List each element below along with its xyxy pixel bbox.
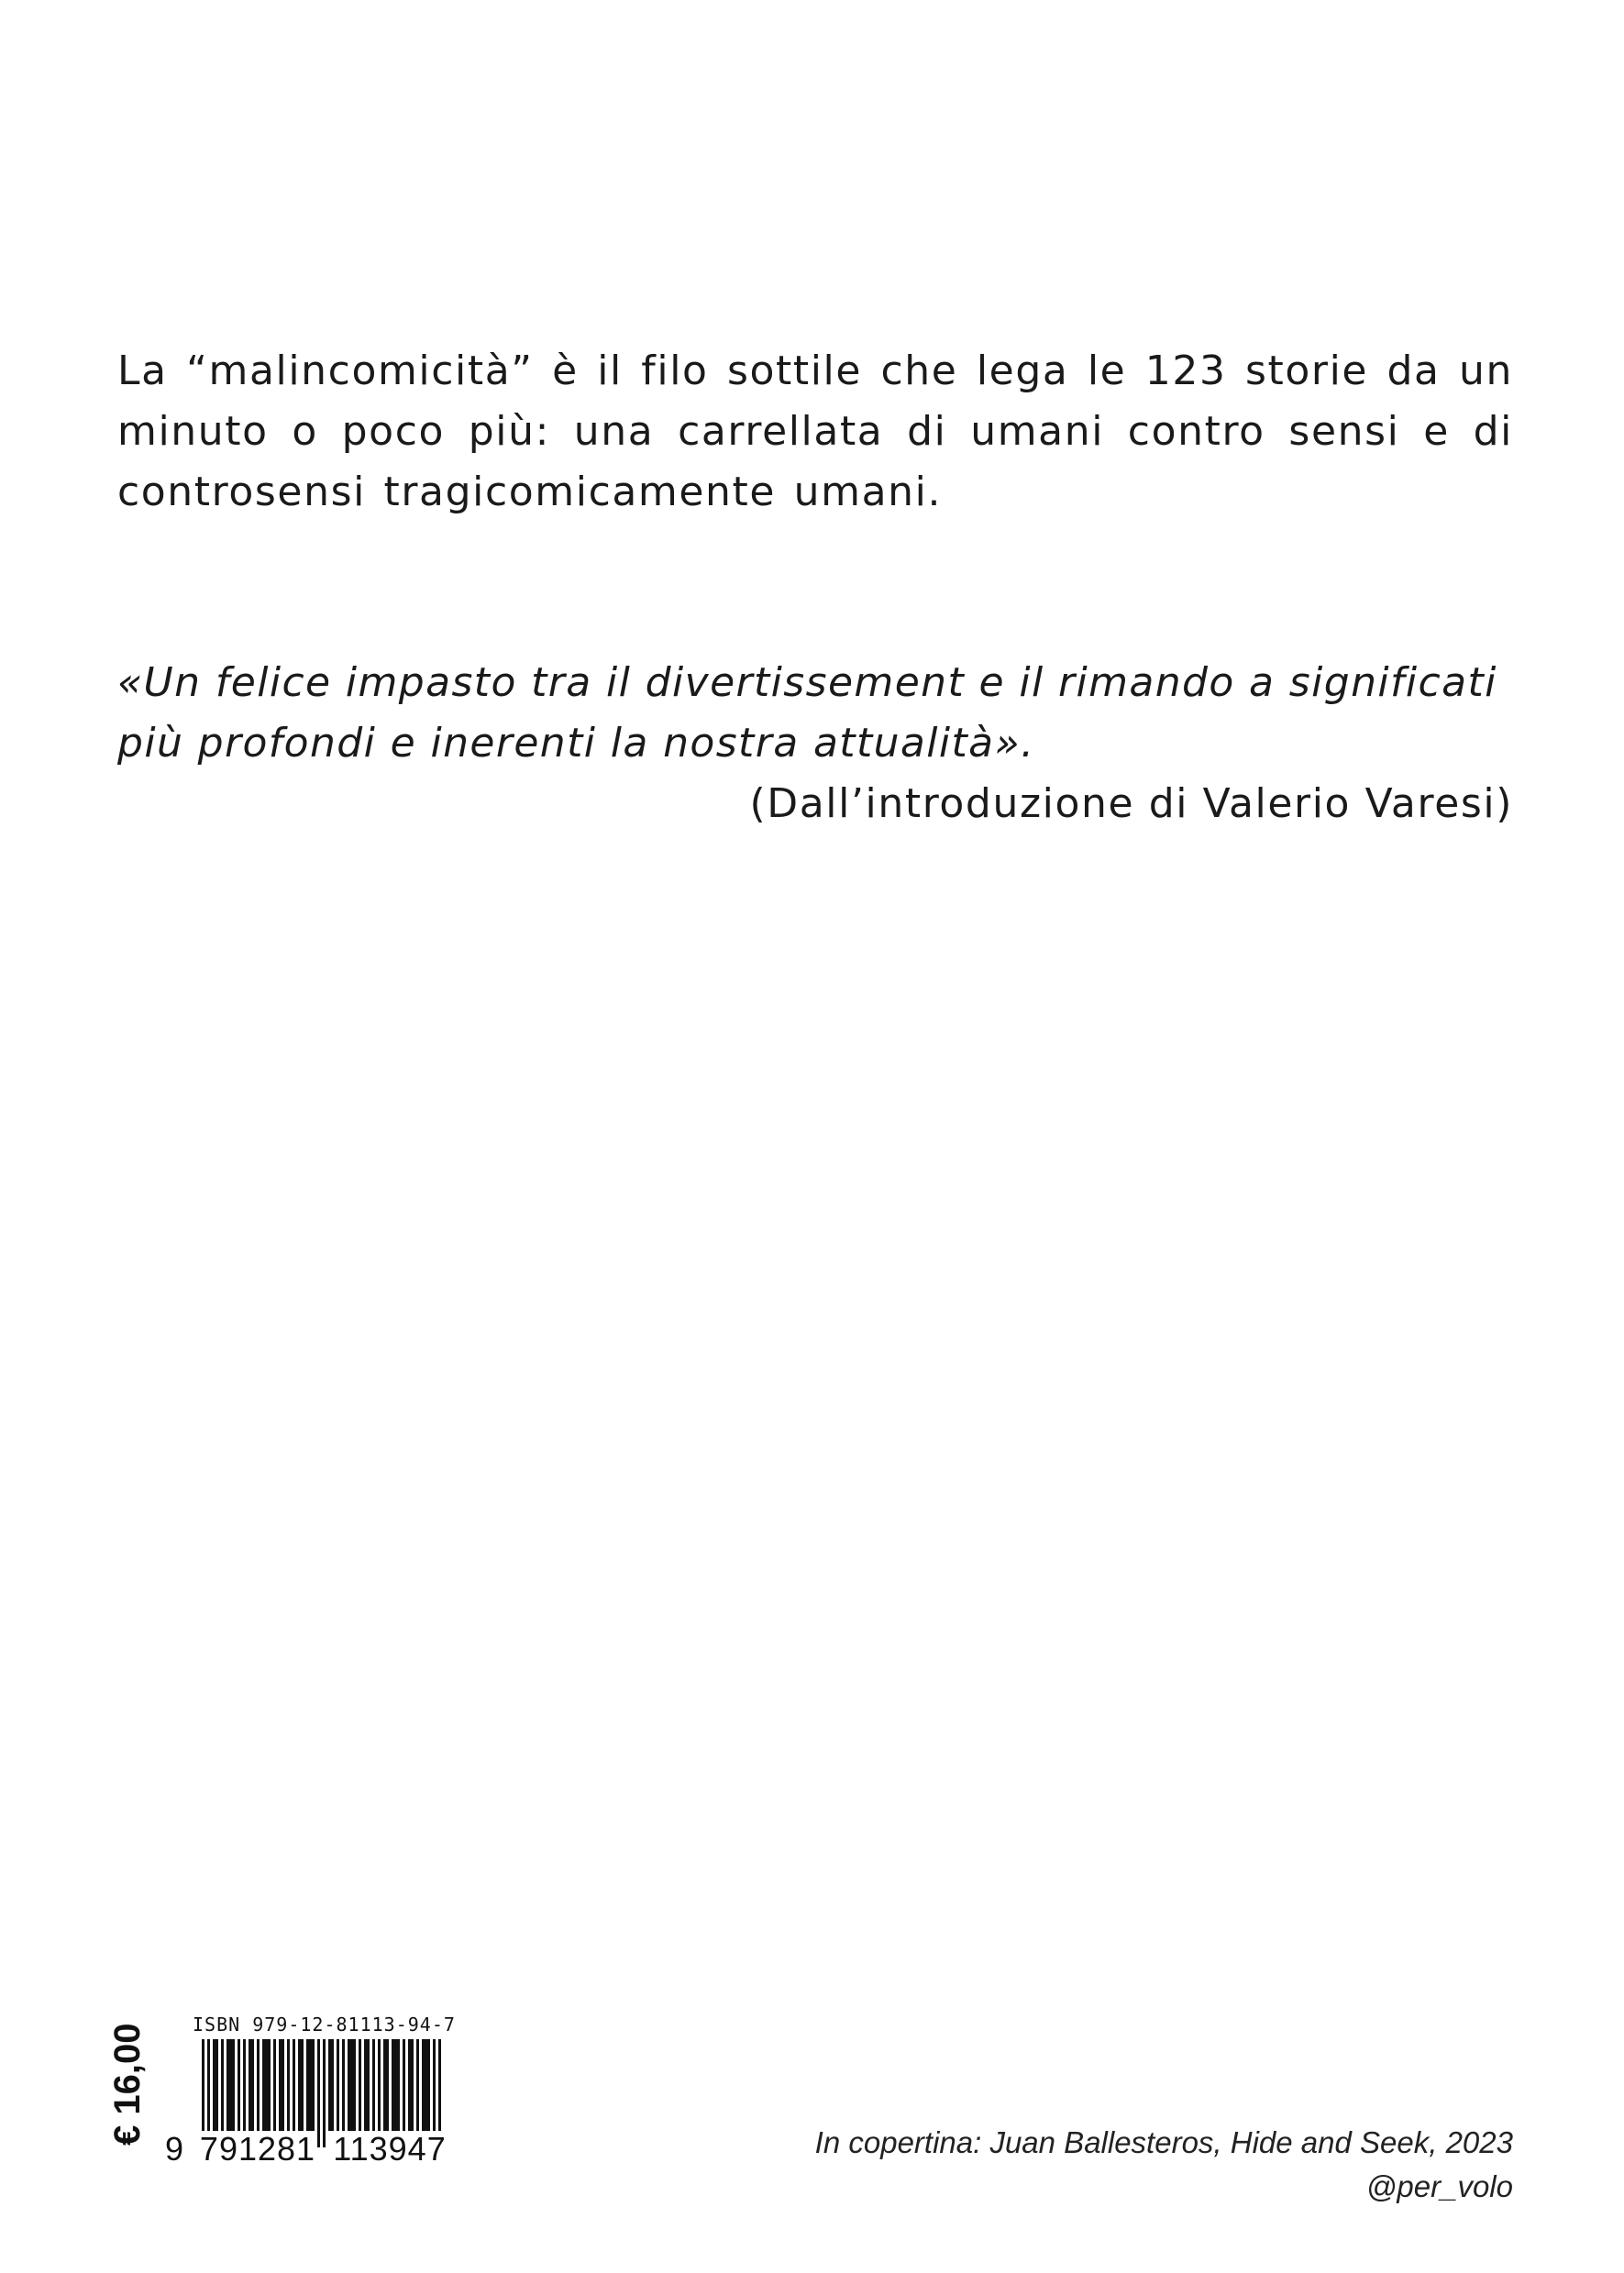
review-quote-line-1: «Un felice impasto tra il divertissement e il rimando a significati xyxy=(117,659,1497,706)
price-label: € 16,00 xyxy=(107,2023,148,2146)
barcode-first-digit: 9 xyxy=(165,2130,184,2168)
isbn-barcode xyxy=(165,2014,504,2173)
barcode-left-digits: 791281 xyxy=(199,2130,316,2168)
isbn-label: ISBN 979-12-81113-94-7 xyxy=(193,2014,456,2036)
back-cover-blurb: La “malincomicità” è il filo sottile che lega le 123 storie da un minuto o poco più: una carrellata di umani contro sensi e di controsensi tragicomicamente umani. xyxy=(117,348,1513,515)
social-handle: @per_volo xyxy=(1365,2169,1513,2203)
quote-attribution: (Dall’introduzione di Valerio Varesi) xyxy=(749,780,1513,827)
cover-credits xyxy=(688,2121,1513,2209)
cover-image-credit: In copertina: Juan Ballesteros, Hide and Seek, 2023 xyxy=(814,2125,1513,2159)
review-quote-line-2: più profondi e inerenti la nostra attualità». xyxy=(117,720,1035,767)
review-quote xyxy=(117,653,1513,774)
barcode-right-digits: 113947 xyxy=(330,2131,449,2168)
